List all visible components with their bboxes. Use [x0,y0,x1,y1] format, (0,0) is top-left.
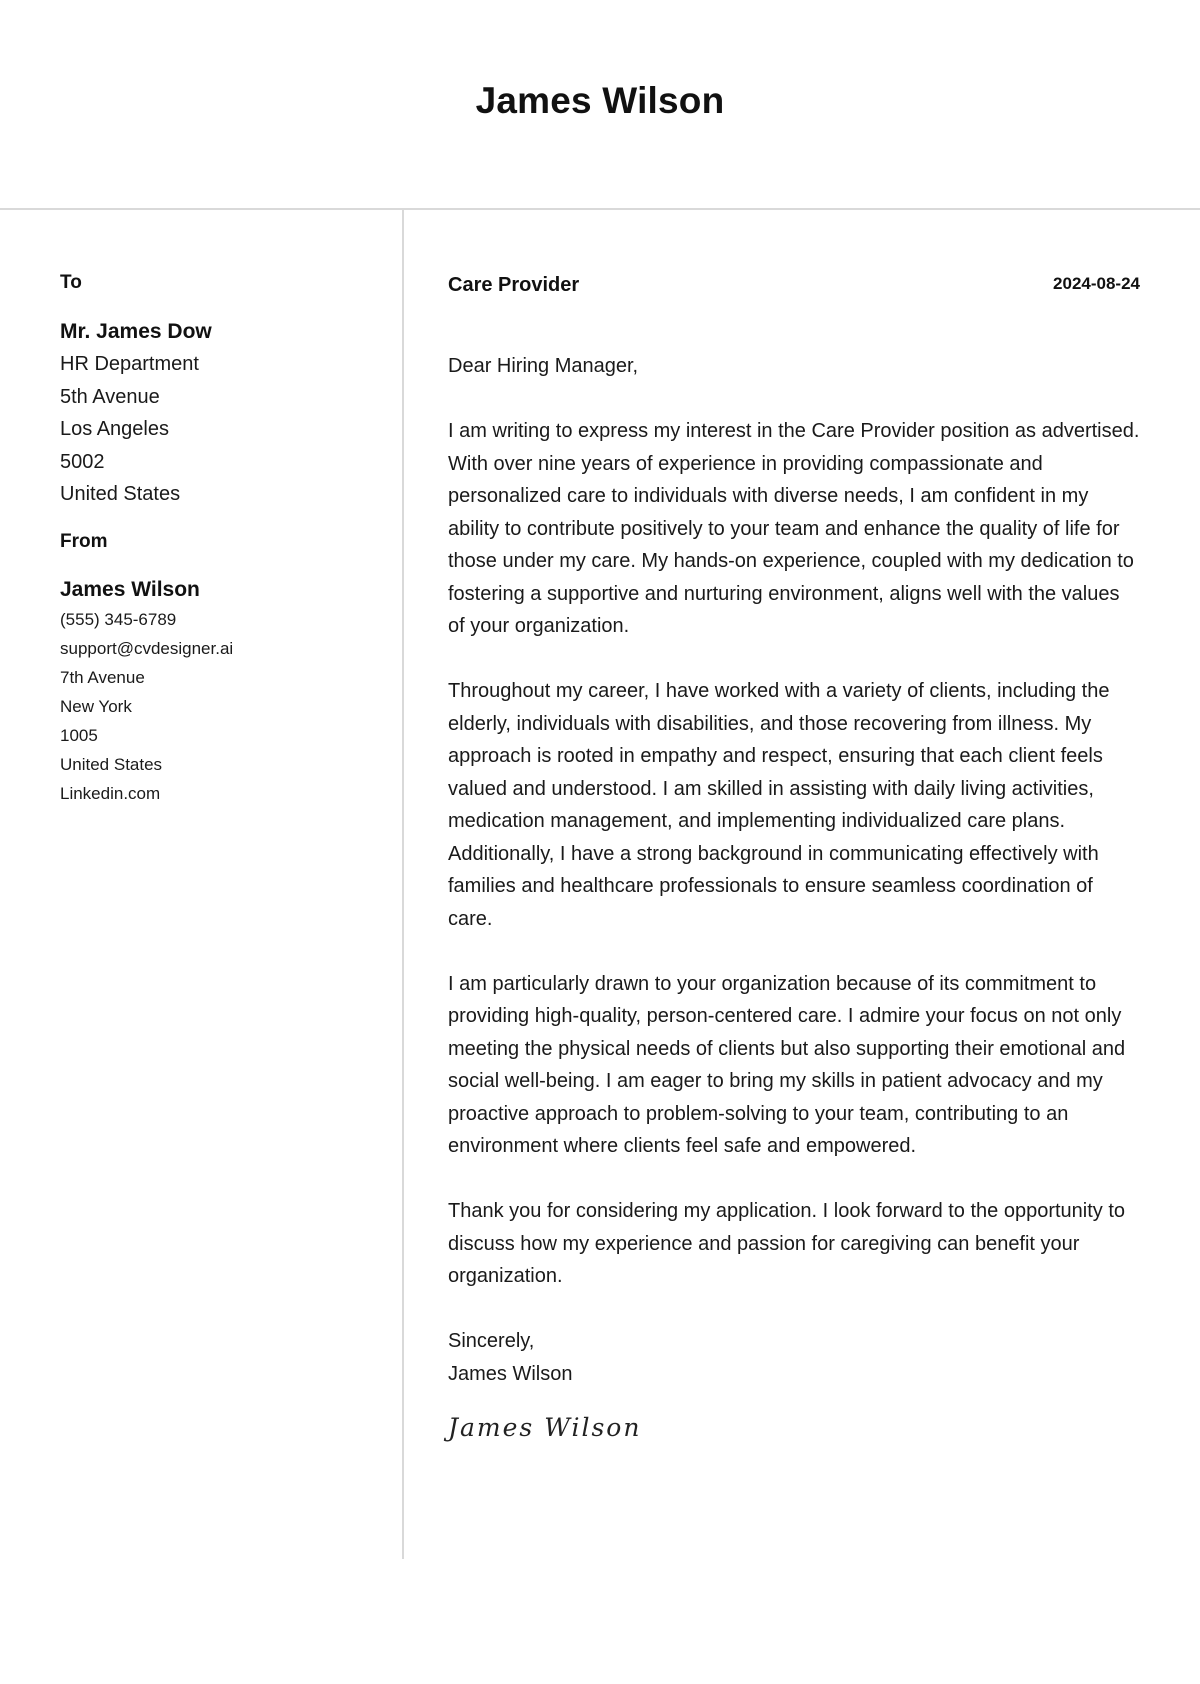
sender-email: support@cvdesigner.ai [60,638,234,658]
sender-phone: (555) 345-6789 [60,609,177,629]
letter-header [0,0,1200,210]
sender-country: United States [60,754,163,774]
closing-name: James Wilson [448,1362,573,1385]
recipient-department: HR Department [60,353,199,375]
closing [448,1325,1140,1390]
job-title: Care Provider [448,274,580,296]
recipient-name: Mr. James Dow [60,320,212,343]
letter-meta [448,272,1140,302]
recipient-zip: 5002 [60,450,105,473]
to-label: To [60,272,82,293]
paragraph: Throughout my career, I have worked with a variety of clients, including the elderly, individuals with disabilities, and those recovering from illness. My approach is rooted in empathy and respect, ensuring that each client feels valued and understood. I am skilled in assisting with daily living activities, medication management, and implementing individualized care plans. Additionally, I have a strong background in communicating effectively with families and healthcare professionals to ensure seamless coordination of care. [448,680,1110,930]
paragraph: I am particularly drawn to your organization because of its commitment to providing high-quality, person-centered care. I admire your focus on not only meeting the physical needs of clients but also supporting their emotional and social well-being. I am eager to bring my skills in patient advocacy and my proactive approach to problem-solving to your team, contributing to an environment where clients feel safe and empowered. [448,972,1126,1157]
sender-name: James Wilson [60,577,200,601]
greeting: Dear Hiring Manager, [448,355,639,377]
signature: James Wilson [448,1413,642,1442]
letter-date: 2024-08-24 [1053,274,1140,293]
paragraph: Thank you for considering my application. I look forward to the opportunity to discuss how my experience and passion for caregiving can benefit your organization. [448,1200,1126,1287]
sender-website: Linkedin.com [60,783,161,803]
recipient-city: Los Angeles [60,418,169,440]
recipient-country: United States [60,483,181,505]
sender-street: 7th Avenue [60,667,145,687]
letter-body [448,272,1140,1445]
sender-city: New York [60,696,132,716]
paragraph: I am writing to express my interest in the Care Provider position as advertised. With over nine years of experience in providing compassionate and personalized care to individuals with diverse needs, I am confident in my ability to contribute positively to your team and enhance the quality of life for those under my care. My hands-on experience, coupled with my dedication to fostering a supportive and nurturing environment, aligns well with the values of your organization. [448,420,1140,637]
sender-zip: 1005 [60,725,98,745]
header-name: James Wilson [475,80,725,121]
letter-content [448,350,1140,1445]
recipient-street: 5th Avenue [60,385,160,408]
closing-phrase: Sincerely, [448,1330,535,1352]
sidebar [60,272,380,808]
column-divider [402,210,404,1559]
from-label: From [60,530,108,552]
